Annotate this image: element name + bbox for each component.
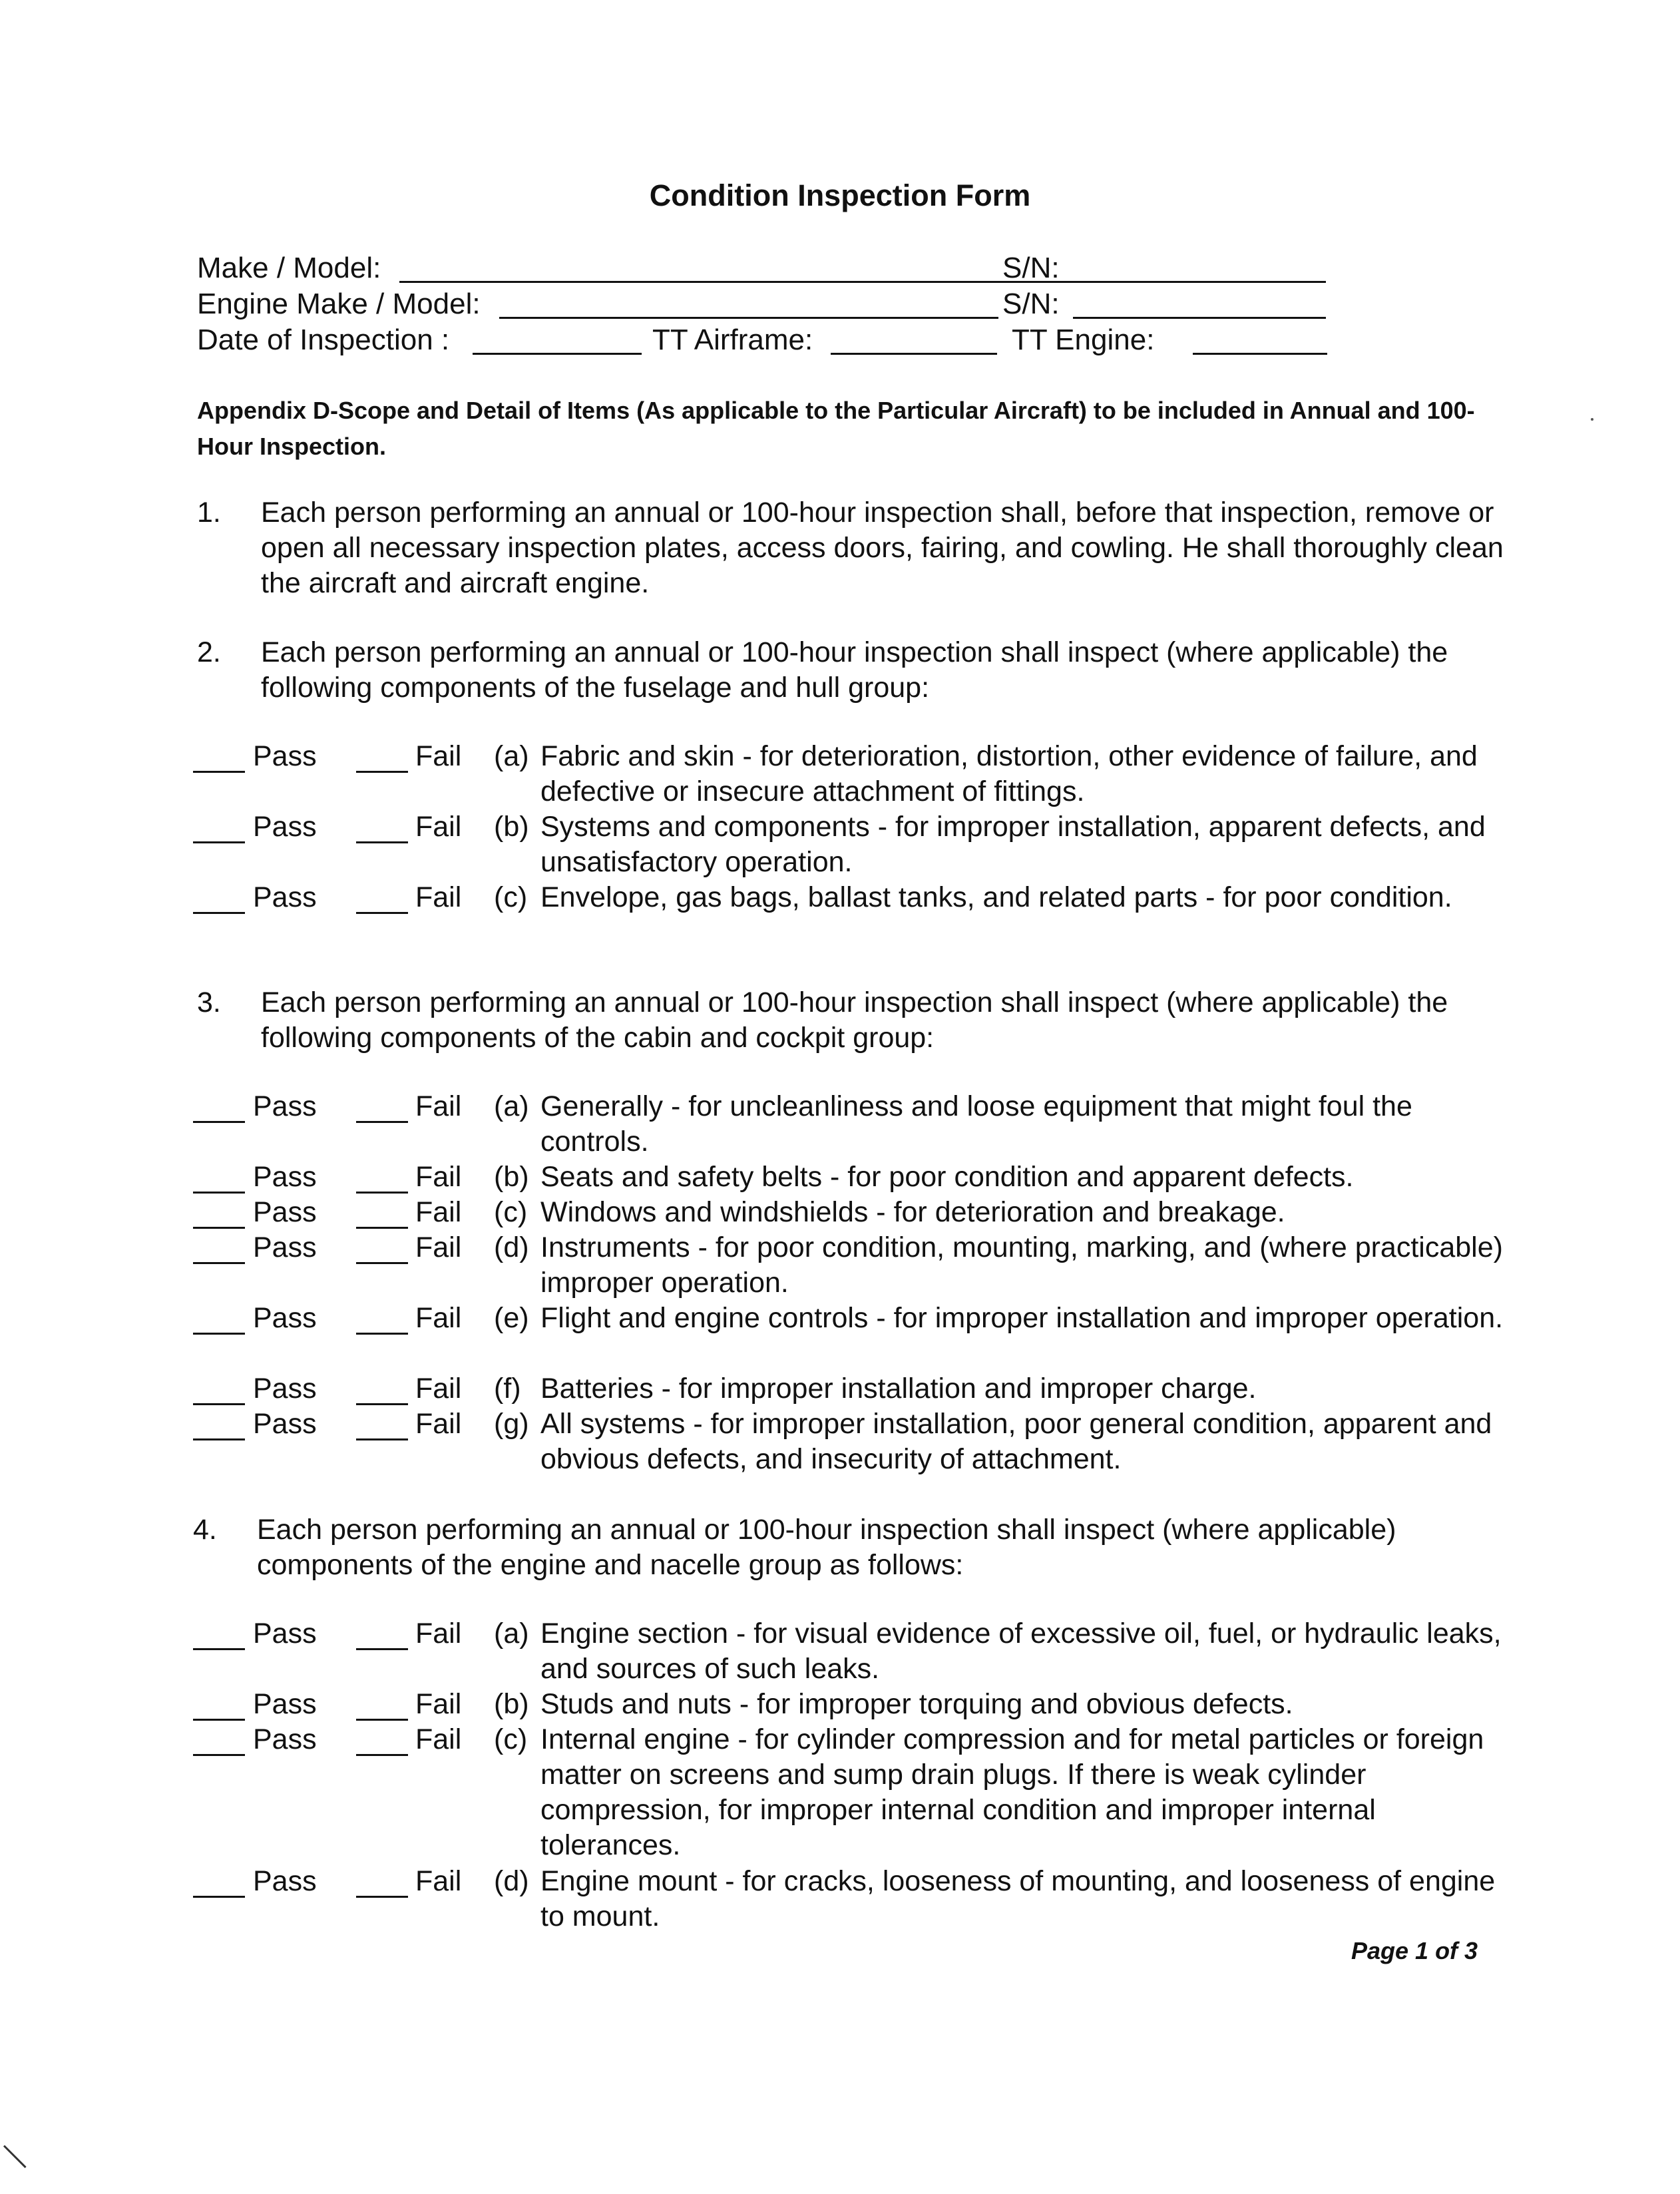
fail-label: Fail: [415, 1373, 462, 1405]
sn-label: S/N:: [1002, 252, 1060, 284]
pass-blank[interactable]: [193, 1438, 245, 1440]
item-letter: (b): [494, 1161, 529, 1193]
fail-label: Fail: [415, 1161, 462, 1193]
pass-label: Pass: [253, 1865, 317, 1897]
form-title: Condition Inspection Form: [649, 178, 1031, 212]
fail-blank[interactable]: [356, 841, 408, 843]
section-text: Each person performing an annual or 100-hour inspection shall inspect (where applicable) the following components of the fuselage and hull group:: [261, 636, 1448, 704]
fail-label: Fail: [415, 1302, 462, 1334]
section-number: 1.: [197, 497, 221, 529]
pass-blank[interactable]: [193, 771, 245, 773]
item-letter: (a): [494, 1618, 529, 1649]
item-text: Fabric and skin - for deterioration, distortion, other evidence of failure, and defective or insecure attachment of fittings.: [540, 740, 1478, 807]
item-letter: (d): [494, 1865, 529, 1897]
item-letter: (a): [494, 1090, 529, 1122]
fail-label: Fail: [415, 811, 462, 843]
fail-blank[interactable]: [356, 1648, 408, 1650]
make-model-label: Make / Model:: [197, 252, 381, 284]
pass-label: Pass: [253, 1373, 317, 1405]
pass-label: Pass: [253, 1196, 317, 1228]
item-text: Instruments - for poor condition, mounting, marking, and (where practicable) improper operation.: [540, 1231, 1503, 1299]
item-text: Engine mount - for cracks, looseness of mounting, and looseness of engine to mount.: [540, 1865, 1496, 1932]
tt-engine-field[interactable]: [1193, 353, 1327, 355]
fail-label: Fail: [415, 1231, 462, 1263]
item-text: Batteries - for improper installation and improper charge.: [540, 1373, 1257, 1405]
pass-label: Pass: [253, 881, 317, 913]
pass-label: Pass: [253, 1231, 317, 1263]
section-text: Each person performing an annual or 100-hour inspection shall inspect (where applicable) the following components of the cabin and cockpit group:: [261, 987, 1448, 1054]
item-letter: (b): [494, 811, 529, 843]
pass-blank[interactable]: [193, 1896, 245, 1898]
fail-blank[interactable]: [356, 1192, 408, 1194]
fail-blank[interactable]: [356, 1333, 408, 1335]
item-text: Seats and safety belts - for poor condition and apparent defects.: [540, 1161, 1354, 1193]
tt-airframe-label: TT Airframe:: [652, 324, 813, 356]
pass-blank[interactable]: [193, 1262, 245, 1264]
fail-label: Fail: [415, 740, 462, 772]
item-letter: (e): [494, 1302, 529, 1334]
item-text: Studs and nuts - for improper torquing and obvious defects.: [540, 1688, 1293, 1720]
tt-airframe-field[interactable]: [831, 353, 997, 355]
item-text: All systems - for improper installation, poor general condition, apparent and obvious defects, and insecurity of attachment.: [540, 1408, 1492, 1475]
item-text: Generally - for uncleanliness and loose equipment that might foul the controls.: [540, 1090, 1412, 1158]
section-number: 3.: [197, 987, 221, 1018]
section-text: Each person performing an annual or 100-hour inspection shall, before that inspection, remove or open all necessary inspection plates, access doors, fairing, and cowling. He shall thoroughly clean the aircraft and aircraft engine.: [261, 497, 1504, 599]
item-letter: (c): [494, 881, 528, 913]
fail-blank[interactable]: [356, 771, 408, 773]
fail-label: Fail: [415, 881, 462, 913]
fail-blank[interactable]: [356, 1754, 408, 1756]
fail-label: Fail: [415, 1723, 462, 1755]
section-number: 4.: [193, 1514, 217, 1546]
pass-blank[interactable]: [193, 1648, 245, 1650]
item-text: Envelope, gas bags, ballast tanks, and related parts - for poor condition.: [540, 881, 1452, 913]
fail-label: Fail: [415, 1865, 462, 1897]
pass-blank[interactable]: [193, 1333, 245, 1335]
item-letter: (c): [494, 1723, 528, 1755]
item-text: Engine section - for visual evidence of excessive oil, fuel, or hydraulic leaks, and sources of such leaks.: [540, 1618, 1502, 1685]
pass-blank[interactable]: [193, 841, 245, 843]
fail-label: Fail: [415, 1618, 462, 1649]
pass-label: Pass: [253, 1723, 317, 1755]
scan-mark: [3, 2145, 27, 2168]
pass-blank[interactable]: [193, 1227, 245, 1229]
item-letter: (g): [494, 1408, 529, 1440]
fail-label: Fail: [415, 1090, 462, 1122]
appendix-note: Appendix D-Scope and Detail of Items (As applicable to the Particular Aircraft) to be included in Annual and 100-Hour Inspection.: [197, 397, 1475, 460]
pass-label: Pass: [253, 1618, 317, 1649]
sn-field[interactable]: [1073, 281, 1326, 283]
item-text: Windows and windshields - for deterioration and breakage.: [540, 1196, 1285, 1228]
fail-label: Fail: [415, 1408, 462, 1440]
section-number: 2.: [197, 636, 221, 668]
pass-blank[interactable]: [193, 1403, 245, 1405]
scan-speck: [1591, 418, 1593, 421]
pass-label: Pass: [253, 1090, 317, 1122]
fail-blank[interactable]: [356, 1719, 408, 1721]
fail-blank[interactable]: [356, 1896, 408, 1898]
pass-blank[interactable]: [193, 1719, 245, 1721]
fail-blank[interactable]: [356, 1438, 408, 1440]
tt-engine-label: TT Engine:: [1012, 324, 1155, 356]
item-text: Internal engine - for cylinder compression and for metal particles or foreign matter on screens and sump drain plugs. If there is weak cylinder compression, for improper internal condition and improper internal tolerances.: [540, 1723, 1484, 1861]
pass-label: Pass: [253, 1688, 317, 1720]
fail-blank[interactable]: [356, 1227, 408, 1229]
page-number: Page 1 of 3: [1351, 1937, 1478, 1964]
fail-blank[interactable]: [356, 912, 408, 914]
pass-blank[interactable]: [193, 1121, 245, 1123]
item-letter: (c): [494, 1196, 528, 1228]
pass-blank[interactable]: [193, 912, 245, 914]
date-of-inspection-field[interactable]: [473, 353, 642, 355]
item-text: Flight and engine controls - for improper installation and improper operation.: [540, 1302, 1504, 1334]
fail-label: Fail: [415, 1688, 462, 1720]
item-letter: (a): [494, 740, 529, 772]
fail-blank[interactable]: [356, 1121, 408, 1123]
fail-blank[interactable]: [356, 1403, 408, 1405]
pass-label: Pass: [253, 1408, 317, 1440]
pass-label: Pass: [253, 811, 317, 843]
pass-blank[interactable]: [193, 1754, 245, 1756]
item-text: Systems and components - for improper installation, apparent defects, and unsatisfactory operation.: [540, 811, 1486, 878]
section-text: Each person performing an annual or 100-hour inspection shall inspect (where applicable) components of the engine and nacelle group as follows:: [257, 1514, 1396, 1581]
pass-label: Pass: [253, 1161, 317, 1193]
engine-make-model-field[interactable]: [499, 317, 998, 319]
date-of-inspection-label: Date of Inspection :: [197, 324, 450, 356]
pass-label: Pass: [253, 740, 317, 772]
engine-sn-label: S/N:: [1002, 288, 1060, 320]
item-letter: (f): [494, 1373, 521, 1405]
pass-label: Pass: [253, 1302, 317, 1334]
item-letter: (b): [494, 1688, 529, 1720]
pass-blank[interactable]: [193, 1192, 245, 1194]
item-letter: (d): [494, 1231, 529, 1263]
fail-label: Fail: [415, 1196, 462, 1228]
engine-sn-field[interactable]: [1073, 317, 1326, 319]
fail-blank[interactable]: [356, 1262, 408, 1264]
engine-make-model-label: Engine Make / Model:: [197, 288, 481, 320]
